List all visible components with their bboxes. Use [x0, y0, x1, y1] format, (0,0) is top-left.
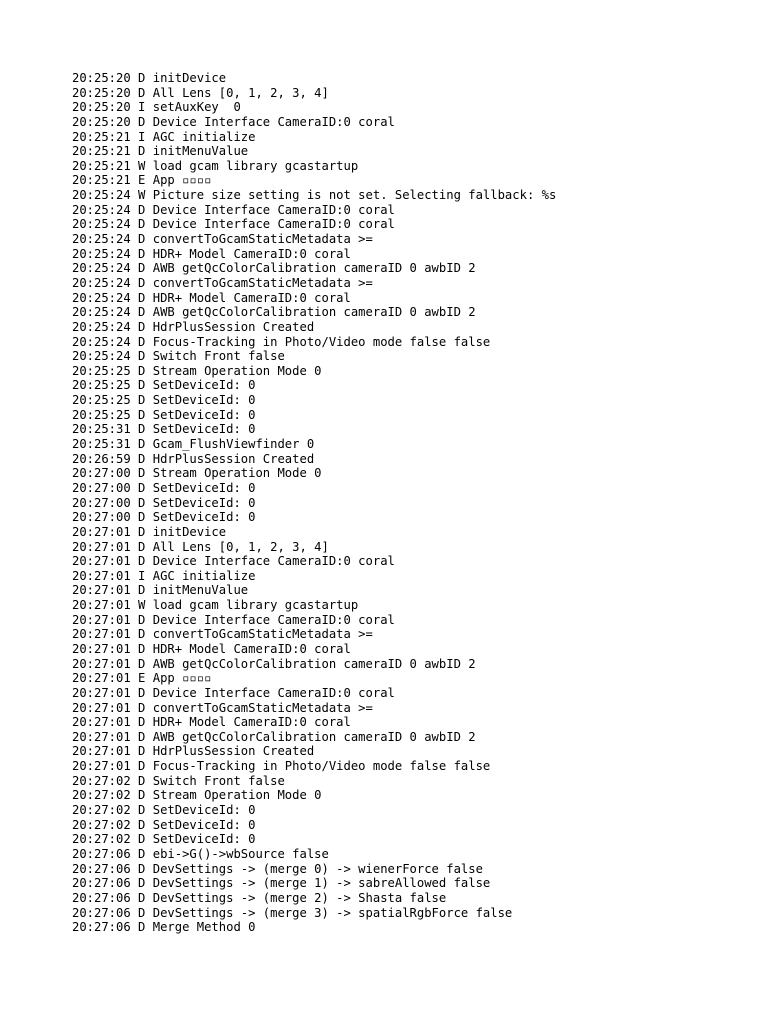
log-timestamp: 20:27:01 — [72, 583, 131, 598]
log-timestamp: 20:27:01 — [72, 598, 131, 613]
log-line — [72, 627, 752, 642]
log-line — [72, 466, 752, 481]
log-line — [72, 71, 752, 86]
log-line — [72, 130, 752, 145]
log-message: DevSettings -> (merge 3) -> spatialRgbForce false — [152, 905, 513, 920]
log-line — [72, 671, 752, 686]
log-line — [72, 393, 752, 408]
log-message: convertToGcamStaticMetadata >= — [152, 700, 373, 715]
log-message: SetDeviceId: 0 — [152, 378, 256, 393]
log-level: D — [138, 729, 146, 744]
log-timestamp: 20:25:21 — [72, 173, 131, 188]
log-level: D — [138, 246, 146, 261]
log-timestamp: 20:27:00 — [72, 466, 131, 481]
log-line — [72, 803, 752, 818]
log-timestamp: 20:27:02 — [72, 773, 131, 788]
log-message: SetDeviceId: 0 — [152, 832, 256, 847]
log-message: Focus-Tracking in Photo/Video mode false false — [152, 759, 491, 774]
log-level: D — [138, 217, 146, 232]
log-level: D — [138, 510, 146, 525]
log-line — [72, 832, 752, 847]
log-message: DevSettings -> (merge 2) -> Shasta false — [152, 890, 447, 905]
log-message: Stream Operation Mode 0 — [152, 363, 322, 378]
log-line — [72, 217, 752, 232]
log-timestamp: 20:27:01 — [72, 715, 131, 730]
log-timestamp: 20:27:01 — [72, 700, 131, 715]
log-timestamp: 20:27:02 — [72, 788, 131, 803]
log-message: AWB getQcColorCalibration cameraID 0 awbID 2 — [152, 656, 476, 671]
log-timestamp: 20:27:00 — [72, 495, 131, 510]
log-timestamp: 20:27:01 — [72, 685, 131, 700]
log-level: D — [138, 290, 146, 305]
log-level: D — [138, 275, 146, 290]
log-level: D — [138, 524, 146, 539]
log-timestamp: 20:27:06 — [72, 861, 131, 876]
log-level: D — [138, 495, 146, 510]
log-timestamp: 20:25:20 — [72, 85, 131, 100]
log-line — [72, 247, 752, 262]
log-level: E — [138, 173, 146, 188]
log-message: DevSettings -> (merge 1) -> sabreAllowed false — [152, 876, 491, 891]
log-level: D — [138, 890, 146, 905]
log-level: D — [138, 437, 146, 452]
log-level: I — [138, 568, 146, 583]
log-level: D — [138, 71, 146, 85]
log-level: D — [138, 876, 146, 891]
log-timestamp: 20:27:06 — [72, 920, 131, 935]
log-timestamp: 20:27:02 — [72, 803, 131, 818]
log-message: load gcam library gcastartup — [152, 158, 359, 173]
log-line — [72, 569, 752, 584]
log-message: convertToGcamStaticMetadata >= — [152, 232, 373, 247]
log-message: load gcam library gcastartup — [152, 598, 359, 613]
log-level: W — [138, 158, 146, 173]
log-level: D — [138, 480, 146, 495]
log-message: HDR+ Model CameraID:0 coral — [152, 715, 351, 730]
log-line — [72, 598, 752, 613]
log-timestamp: 20:27:06 — [72, 846, 131, 861]
log-line — [72, 320, 752, 335]
log-line — [72, 188, 752, 203]
log-level: D — [138, 715, 146, 730]
log-timestamp: 20:27:01 — [72, 744, 131, 759]
log-message: SetDeviceId: 0 — [152, 803, 256, 818]
log-timestamp: 20:27:01 — [72, 759, 131, 774]
log-timestamp: 20:27:01 — [72, 729, 131, 744]
log-line — [72, 437, 752, 452]
log-level: W — [138, 598, 146, 613]
log-timestamp: 20:27:01 — [72, 539, 131, 554]
log-level: D — [138, 363, 146, 378]
log-level: D — [138, 407, 146, 422]
log-level: D — [138, 319, 146, 334]
log-level: D — [138, 583, 146, 598]
log-line — [72, 554, 752, 569]
log-message: HdrPlusSession Created — [152, 319, 315, 334]
log-line — [72, 291, 752, 306]
log-line — [72, 305, 752, 320]
log-timestamp: 20:25:24 — [72, 349, 131, 364]
log-message: Stream Operation Mode 0 — [152, 788, 322, 803]
log-line — [72, 906, 752, 921]
log-line — [72, 276, 752, 291]
log-timestamp: 20:25:25 — [72, 393, 131, 408]
log-line — [72, 818, 752, 833]
log-line — [72, 642, 752, 657]
log-level: D — [138, 144, 146, 159]
log-timestamp: 20:25:25 — [72, 407, 131, 422]
log-line — [72, 701, 752, 716]
log-message: initMenuValue — [152, 583, 249, 598]
log-level: D — [138, 700, 146, 715]
log-message: initDevice — [152, 71, 227, 85]
log-message: Merge Method 0 — [152, 920, 256, 935]
log-timestamp: 20:27:02 — [72, 832, 131, 847]
log-level: D — [138, 466, 146, 481]
log-level: D — [138, 744, 146, 759]
log-message: initMenuValue — [152, 144, 249, 159]
log-timestamp: 20:25:24 — [72, 188, 131, 203]
log-timestamp: 20:27:00 — [72, 510, 131, 525]
log-message: Device Interface CameraID:0 coral — [152, 685, 395, 700]
log-level: D — [138, 334, 146, 349]
log-timestamp: 20:25:20 — [72, 100, 131, 115]
log-message: convertToGcamStaticMetadata >= — [152, 627, 373, 642]
log-message: SetDeviceId: 0 — [152, 407, 256, 422]
log-timestamp: 20:27:01 — [72, 671, 131, 686]
log-message: AWB getQcColorCalibration cameraID 0 awbID 2 — [152, 729, 476, 744]
log-message: SetDeviceId: 0 — [152, 495, 256, 510]
log-line — [72, 115, 752, 130]
log-line — [72, 847, 752, 862]
log-level: D — [138, 627, 146, 642]
log-line — [72, 657, 752, 672]
log-level: D — [138, 305, 146, 320]
log-line — [72, 364, 752, 379]
log-message: AWB getQcColorCalibration cameraID 0 awbID 2 — [152, 305, 476, 320]
log-timestamp: 20:25:24 — [72, 232, 131, 247]
log-line — [72, 715, 752, 730]
log-timestamp: 20:27:06 — [72, 905, 131, 920]
log-timestamp: 20:25:24 — [72, 202, 131, 217]
log-timestamp: 20:25:21 — [72, 129, 131, 144]
log-line — [72, 232, 752, 247]
log-level: D — [138, 539, 146, 554]
log-line — [72, 862, 752, 877]
log-timestamp: 20:27:01 — [72, 554, 131, 569]
log-timestamp: 20:27:01 — [72, 641, 131, 656]
log-line — [72, 481, 752, 496]
log-level: D — [138, 905, 146, 920]
log-level: W — [138, 188, 146, 203]
log-level: I — [138, 129, 146, 144]
log-timestamp: 20:25:21 — [72, 158, 131, 173]
log-level: D — [138, 393, 146, 408]
log-level: D — [138, 85, 146, 100]
log-level: I — [138, 100, 146, 115]
log-message: setAuxKey 0 — [152, 100, 241, 115]
log-level: D — [138, 817, 146, 832]
log-timestamp: 20:25:24 — [72, 217, 131, 232]
log-message: Stream Operation Mode 0 — [152, 466, 322, 481]
log-line — [72, 876, 752, 891]
log-line — [72, 510, 752, 525]
log-level: D — [138, 451, 146, 466]
log-message: Gcam_FlushViewfinder 0 — [152, 437, 315, 452]
log-timestamp: 20:25:20 — [72, 71, 131, 85]
log-message: SetDeviceId: 0 — [152, 817, 256, 832]
log-level: D — [138, 788, 146, 803]
log-line — [72, 613, 752, 628]
log-level: D — [138, 232, 146, 247]
log-message: Device Interface CameraID:0 coral — [152, 554, 395, 569]
log-message: AWB getQcColorCalibration cameraID 0 awbID 2 — [152, 261, 476, 276]
log-message: DevSettings -> (merge 0) -> wienerForce false — [152, 861, 483, 876]
log-message: HDR+ Model CameraID:0 coral — [152, 290, 351, 305]
log-message: Focus-Tracking in Photo/Video mode false false — [152, 334, 491, 349]
log-line — [72, 920, 752, 935]
log-timestamp: 20:27:02 — [72, 817, 131, 832]
log-line — [72, 203, 752, 218]
log-line — [72, 100, 752, 115]
log-message: HDR+ Model CameraID:0 coral — [152, 246, 351, 261]
log-timestamp: 20:25:24 — [72, 290, 131, 305]
log-level: D — [138, 685, 146, 700]
log-message: Device Interface CameraID:0 coral — [152, 114, 395, 129]
log-level: D — [138, 378, 146, 393]
log-message: All Lens [0, 1, 2, 3, 4] — [152, 539, 329, 554]
log-line — [72, 730, 752, 745]
log-timestamp: 20:25:25 — [72, 363, 131, 378]
log-message: initDevice — [152, 524, 227, 539]
log-line — [72, 173, 752, 188]
log-message: All Lens [0, 1, 2, 3, 4] — [152, 85, 329, 100]
log-line — [72, 86, 752, 101]
log-timestamp: 20:27:06 — [72, 876, 131, 891]
log-level: D — [138, 656, 146, 671]
log-line — [72, 452, 752, 467]
log-message: Switch Front false — [152, 349, 285, 364]
log-message: SetDeviceId: 0 — [152, 422, 256, 437]
log-level: D — [138, 846, 146, 861]
log-timestamp: 20:25:24 — [72, 334, 131, 349]
log-line — [72, 349, 752, 364]
log-line — [72, 378, 752, 393]
log-line — [72, 788, 752, 803]
log-level: D — [138, 773, 146, 788]
log-message: SetDeviceId: 0 — [152, 480, 256, 495]
log-timestamp: 20:25:24 — [72, 261, 131, 276]
log-timestamp: 20:25:21 — [72, 144, 131, 159]
log-level: D — [138, 920, 146, 935]
log-line — [72, 525, 752, 540]
log-message: HDR+ Model CameraID:0 coral — [152, 641, 351, 656]
log-level: D — [138, 422, 146, 437]
log-message: Switch Front false — [152, 773, 285, 788]
log-level: D — [138, 832, 146, 847]
log-message: AGC initialize — [152, 568, 256, 583]
log-level: D — [138, 261, 146, 276]
log-level: D — [138, 114, 146, 129]
log-level: D — [138, 861, 146, 876]
log-line — [72, 159, 752, 174]
log-line — [72, 261, 752, 276]
log-timestamp: 20:27:06 — [72, 890, 131, 905]
log-level: E — [138, 671, 146, 686]
log-line — [72, 335, 752, 350]
log-message: convertToGcamStaticMetadata >= — [152, 275, 373, 290]
log-level: D — [138, 202, 146, 217]
log-message: AGC initialize — [152, 129, 256, 144]
log-line — [72, 891, 752, 906]
log-view — [72, 71, 752, 935]
log-timestamp: 20:25:31 — [72, 437, 131, 452]
log-timestamp: 20:25:25 — [72, 378, 131, 393]
log-message: Device Interface CameraID:0 coral — [152, 202, 395, 217]
log-timestamp: 20:27:01 — [72, 524, 131, 539]
log-level: D — [138, 641, 146, 656]
log-level: D — [138, 612, 146, 627]
log-message: Device Interface CameraID:0 coral — [152, 217, 395, 232]
log-line — [72, 144, 752, 159]
log-message: Picture size setting is not set. Selecting fallback: %s — [152, 188, 557, 203]
log-level: D — [138, 554, 146, 569]
log-line — [72, 744, 752, 759]
log-timestamp: 20:25:24 — [72, 305, 131, 320]
log-timestamp: 20:27:01 — [72, 627, 131, 642]
log-timestamp: 20:25:31 — [72, 422, 131, 437]
log-line — [72, 496, 752, 511]
log-line — [72, 540, 752, 555]
log-timestamp: 20:26:59 — [72, 451, 131, 466]
log-message: SetDeviceId: 0 — [152, 393, 256, 408]
log-message: Device Interface CameraID:0 coral — [152, 612, 395, 627]
log-line — [72, 774, 752, 789]
log-timestamp: 20:25:24 — [72, 319, 131, 334]
log-message: App ▫▫▫▫ — [152, 671, 212, 686]
log-line — [72, 422, 752, 437]
log-line — [72, 408, 752, 423]
log-timestamp: 20:25:20 — [72, 114, 131, 129]
log-line — [72, 759, 752, 774]
log-message: SetDeviceId: 0 — [152, 510, 256, 525]
log-timestamp: 20:27:01 — [72, 612, 131, 627]
log-timestamp: 20:25:24 — [72, 246, 131, 261]
log-message: HdrPlusSession Created — [152, 744, 315, 759]
log-level: D — [138, 349, 146, 364]
log-message: HdrPlusSession Created — [152, 451, 315, 466]
log-line — [72, 686, 752, 701]
log-timestamp: 20:27:00 — [72, 480, 131, 495]
log-timestamp: 20:27:01 — [72, 656, 131, 671]
log-message: App ▫▫▫▫ — [152, 173, 212, 188]
log-timestamp: 20:27:01 — [72, 568, 131, 583]
log-level: D — [138, 759, 146, 774]
log-level: D — [138, 803, 146, 818]
log-line — [72, 583, 752, 598]
log-timestamp: 20:25:24 — [72, 275, 131, 290]
log-message: ebi->G()->wbSource false — [152, 846, 329, 861]
